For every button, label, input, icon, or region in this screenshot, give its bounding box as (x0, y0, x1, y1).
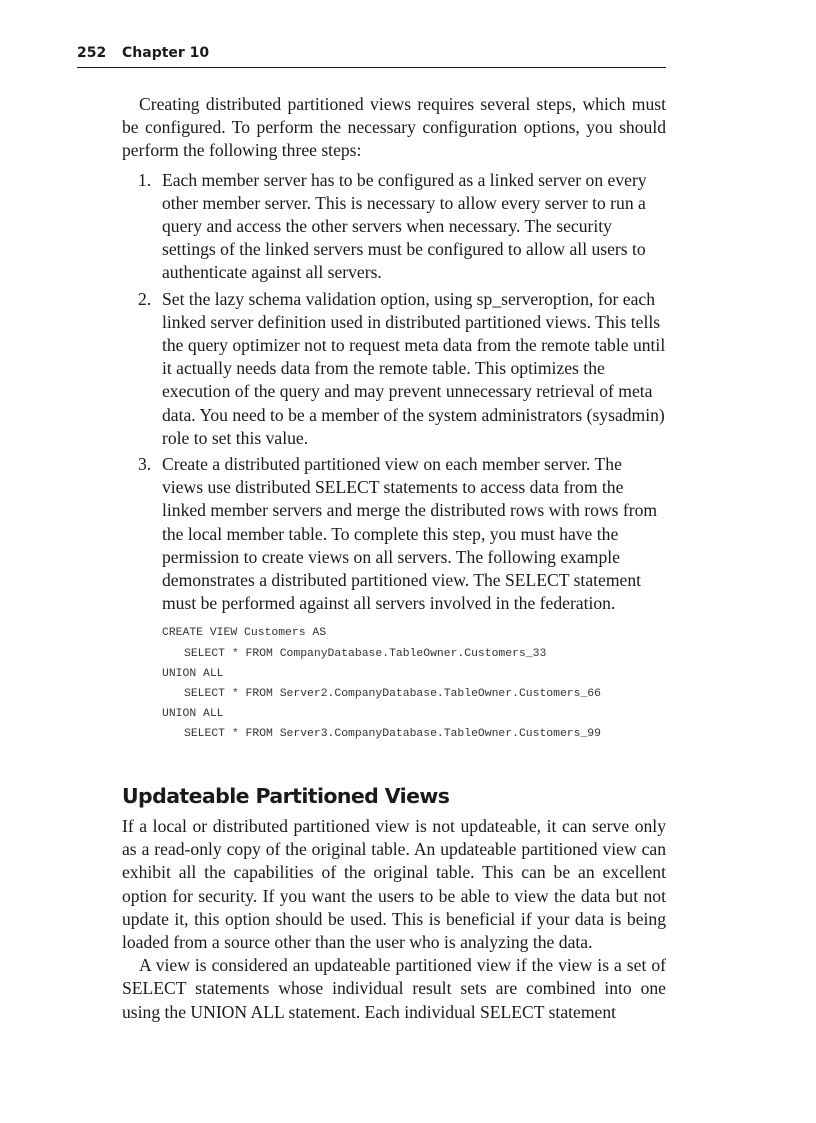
steps-list (122, 169, 666, 745)
code-block (162, 623, 666, 744)
step-text: Create a distributed partitioned view on each member server. The views use distributed SELECT statements to access data from the linked member servers and merge the distributed rows with rows from the local member table. To complete this step, you must have the permission to create views on all servers. The following example demonstrates a distributed partitioned view. The SELECT statement must be performed against all servers involved in the federation. (162, 454, 658, 614)
chapter-title: Chapter 10 (122, 45, 210, 61)
list-item (122, 288, 666, 450)
code-line: SELECT * FROM Server2.CompanyDatabase.TableOwner.Customers_66 (184, 688, 601, 701)
code-line: UNION ALL (162, 708, 224, 721)
step-number: 1. (138, 169, 152, 190)
list-item (122, 169, 666, 285)
body-paragraph: A view is considered an updateable partitioned view if the view is a set of SELECT statements whose individual result sets are combined into one using the UNION ALL statement. Each individual SELECT statement (122, 955, 666, 1022)
intro-paragraph: Creating distributed partitioned views requires several steps, which must be configured. To perform the necessary configuration options, you should perform the following three steps: (122, 94, 666, 161)
step-number: 2. (138, 288, 152, 309)
page-header (77, 45, 666, 68)
code-line: SELECT * FROM Server3.CompanyDatabase.TableOwner.Customers_99 (184, 728, 601, 741)
code-line: CREATE VIEW Customers AS (162, 627, 327, 640)
code-line: UNION ALL (162, 667, 224, 680)
step-text: Each member server has to be configured as a linked server on every other member server. This is necessary to allow every server to run a query and access the other servers when necessary. The security settings of the linked servers must be configured to allow all users to authenticate against all servers. (162, 169, 647, 283)
body-paragraph: If a local or distributed partitioned view is not updateable, it can serve only as a read-only copy of the original table. An updateable partitioned view can exhibit all the capabilities of the original table. This can be an excellent option for security. If you want the users to be able to view the data but not update it, this option should be used. This is beneficial if your data is being loaded from a source other than the user who is analyzing the data. (122, 815, 666, 952)
page-number: 252 (77, 45, 107, 61)
page-body (122, 93, 666, 1024)
step-text: Set the lazy schema validation option, using sp_serveroption, for each linked server definition used in distributed partitioned views. This tells the query optimizer not to request meta data from the remote table until it actually needs data from the remote table. This optimizes the execution of the query and may prevent unnecessary retrieval of meta data. You need to be a member of the system administrators (sysadmin) role to set this value. (162, 288, 666, 448)
list-item (122, 453, 666, 745)
step-number: 3. (138, 454, 152, 475)
code-line: SELECT * FROM CompanyDatabase.TableOwner.Customers_33 (184, 647, 547, 660)
section-heading: Updateable Partitioned Views (122, 783, 450, 808)
